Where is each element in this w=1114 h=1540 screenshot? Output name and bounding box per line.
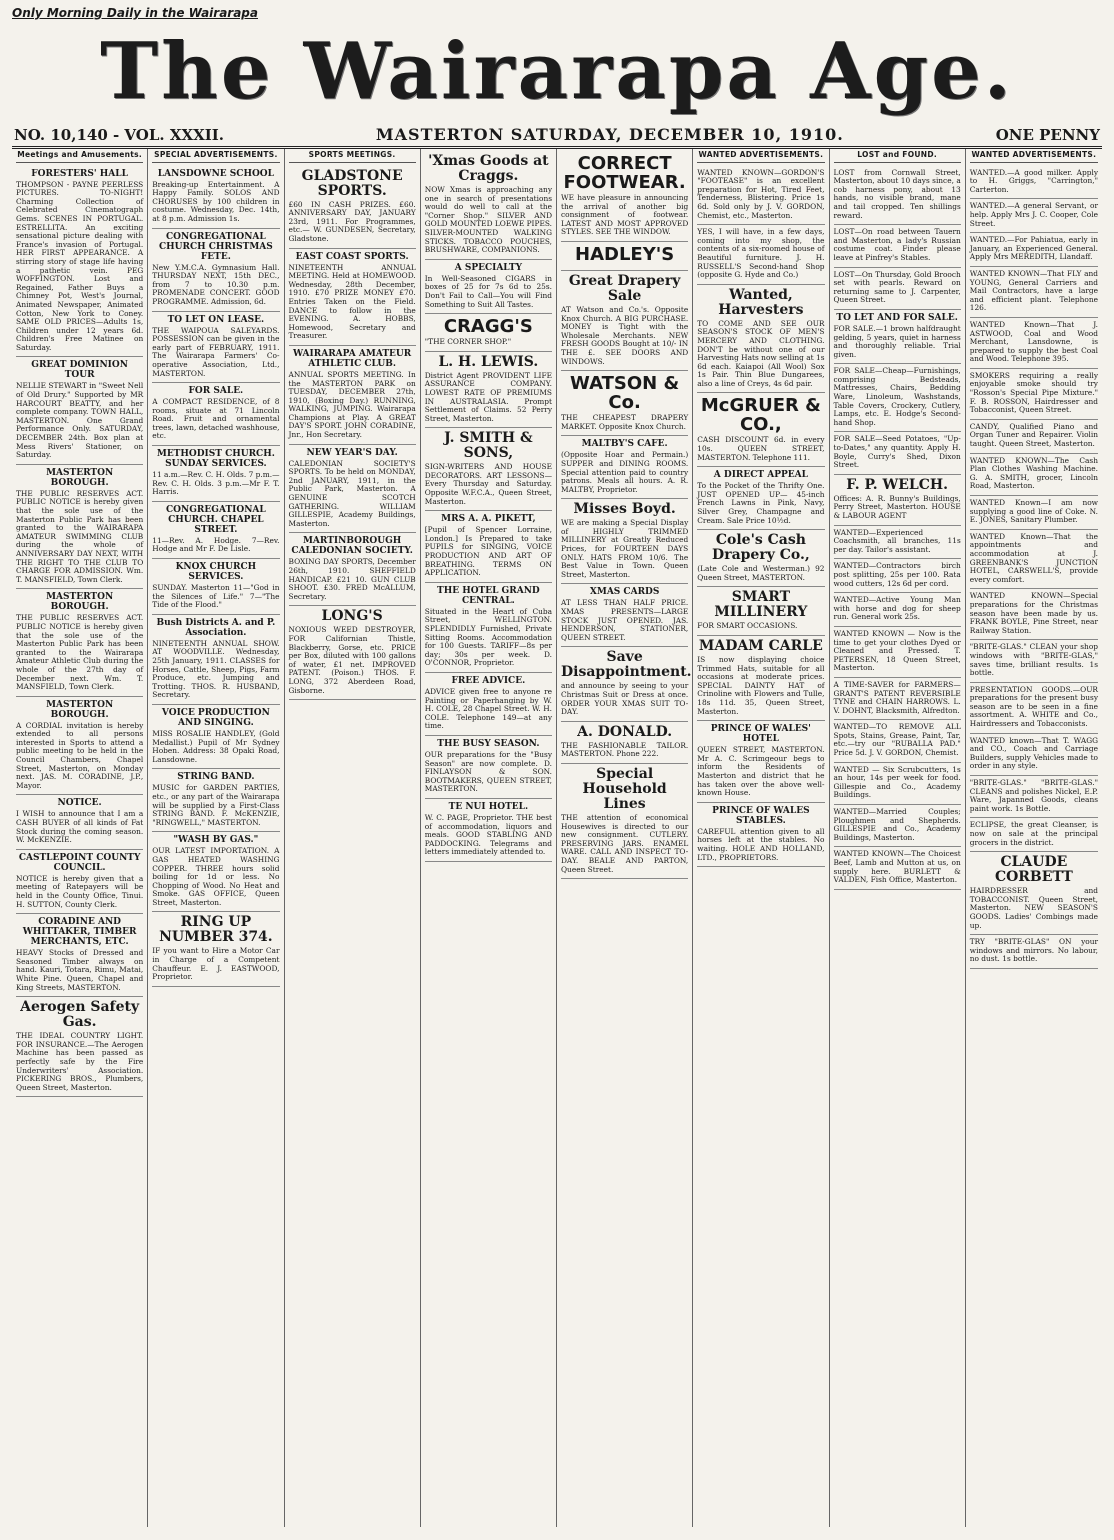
- ad-headline: EAST COAST SPORTS.: [295, 251, 409, 262]
- ad-body: To the Pocket of the Thrifty One. JUST OPENED UP— 45-inch French Lawns in Pink, Navy, Silver Grey, Champagne and Cream. Sale Price 10½d.: [697, 481, 825, 525]
- advertisement: [16, 589, 143, 696]
- ad-headline: WAIRARAPA AMATEUR ATHLETIC CLUB.: [293, 348, 412, 369]
- ad-headline: "WASH BY GAS.": [173, 835, 259, 846]
- advertisement: [16, 465, 143, 590]
- ad-headline: METHODIST CHURCH. SUNDAY SERVICES.: [156, 449, 275, 470]
- ad-body: SIGN-WRITERS AND HOUSE DECORATORS. ART LESSONS—Every Thursday and Saturday. Opposite W.F.C.A., Queen Street, Masterton.: [424, 462, 552, 506]
- ad-body: £60 IN CASH PRIZES. £60. ANNIVERSARY DAY, JANUARY 23rd, 1911. For Programmes, etc.— W. GUNDESEN, Secretary, Gladstone.: [288, 199, 416, 243]
- tagline: Only Morning Daily in the Wairarapa: [12, 6, 258, 20]
- ad-headline: GREAT DOMINION TOUR: [31, 360, 128, 381]
- ad-body: THOMPSON - PAYNE PEERLESS PICTURES. TO-NIGHT! Charming Collection of Celebrated Cinematograph Gems. SCENES IN PORTUGAL. ESTRELLITA. An exciting sensational picture dealing with France's invasion of Portugal. HER FIRST APPEARANCE. A stirring story of stage life having a pathetic vein. PEG WOFFINGTON. Lost and Regained, Father Buys a Chimney Pot, West's Journal, Animated Newspaper, Animated Cotton, New York to Coney. SAME OLD PRICES—Adults 1s, Children under 12 years 6d. Children's Free Matinee on Saturday.: [16, 179, 144, 352]
- ad-headline: MRS A. A. PIKETT,: [441, 514, 536, 525]
- ad-headline: GLADSTONE SPORTS.: [301, 167, 403, 199]
- advertisement: [16, 795, 143, 849]
- ad-body: ANNUAL SPORTS MEETING. In the MASTERTON PARK on TUESDAY, DECEMBER 27th, 1910, (Boxing Day.) RUNNING, WALKING, JUMPING. Wairarapa Champions at Play. A GREAT DAY'S SPORT. JOHN CORADINE, Jnr., Hon Secretary.: [288, 369, 416, 440]
- ad-headline: Wanted, Harvesters: [718, 286, 804, 318]
- ad-headline: SMART MILLINERY: [714, 589, 808, 621]
- advertisement: [834, 268, 961, 310]
- ad-headline: MASTERTON BOROUGH.: [46, 699, 114, 720]
- ad-body: QUEEN STREET, MASTERTON. Mr A. C. Scrimgeour begs to inform the Residents of Masterton and district that he has taken over the above well-known House.: [697, 745, 825, 798]
- ad-headline: THE BUSY SEASON.: [437, 738, 540, 749]
- advertisement: [697, 721, 824, 803]
- ad-body: WANTED KNOWN—GORDON'S "FOOTEASE" is an excellent preparation for Hot, Tired Feet, Tenderness, Blistering. Price 1s 6d. Sold only by J. V. GORDON, Chemist, etc., Masterton.: [697, 167, 825, 220]
- ad-headline: CORRECT FOOTWEAR.: [563, 153, 686, 193]
- ad-headline: A SPECIALTY: [454, 262, 523, 273]
- advertisement: [970, 369, 1098, 420]
- advertisement: [16, 166, 143, 358]
- advertisement: [561, 647, 692, 721]
- ad-body: FOR SMART OCCASIONS.: [697, 621, 798, 631]
- advertisement: [289, 606, 416, 700]
- column-1: [12, 149, 148, 1527]
- advertisement: [697, 467, 824, 530]
- ad-body: and announce by seeing to your Christmas Suit or Dress at once. ORDER YOUR XMAS SUIT TO-DAY.: [561, 681, 689, 717]
- advertisement: [289, 445, 416, 534]
- advertisement: [697, 636, 824, 721]
- ad-body: OUR preparations for the "Busy Season" are now complete. D. FINLAYSON & SON. BOOTMAKERS, QUEEN STREET, MASTERTON.: [424, 749, 552, 794]
- ad-body: CAREFUL attention given to all horses left at the stables. No waiting. HOLE AND HOLLAND, LTD., PROPRIETORS.: [697, 826, 825, 862]
- advertisement: [970, 776, 1098, 818]
- ad-body: WANTED—Active Young Man with horse and dog for sheep run. General work 25s.: [833, 595, 961, 622]
- ad-body: (Late Cole and Westerman.) 92 Queen Street, MASTERTON.: [697, 564, 825, 582]
- ad-body: WANTED KNOWN — Now is the time to get your clothes Dyed or Cleaned and Pressed. T. PETERSEN, 18 Queen Street, Masterton.: [833, 628, 961, 673]
- ad-headline: LONG'S: [321, 608, 383, 625]
- ad-headline: FREE ADVICE.: [451, 675, 526, 686]
- ad-body: THE CHEAPEST DRAPERY MARKET. Opposite Knox Church.: [561, 413, 689, 431]
- ad-body: Breaking-up Entertainment. A Happy Family. SOLOS AND CHORUSES by 100 children in costume. Wednesday, Dec. 14th, at 8 p.m. Admission 1s.: [152, 179, 280, 223]
- ad-body: WANTED KNOWN—The Choicest Beef, Lamb and Mutton at us, on supply here. BURLETT & VALDEN, Fish Office, Masterton.: [833, 849, 961, 885]
- ad-body: TO COME AND SEE OUR SEASON'S STOCK OF MEN'S MERCERY AND CLOTHING. DON'T be without one of our Harvesting Hats now selling at 1s 6d each. Kaiapoi (All Wool) Sox 1s Pair. Thin Blue Dungarees, also a line of Creys, 4s 6d pair.: [697, 318, 825, 388]
- ad-body: NINETEENTH ANNUAL MEETING. Held at HOMEWOOD. Wednesday, 28th December, 1910. £70 PRIZE MONEY £70. Entries Taken on the Field. DANCE to follow in the EVENING. A. HOBBS, Homewood, Secretary and Treasurer.: [288, 262, 416, 341]
- ad-body: "BRITE-GLAS." "BRITE-GLAS." CLEANS and polishes Nickel, E.P. Ware, Japanned Goods, cleans paint work. 1s Bottle.: [969, 778, 1098, 813]
- ad-headline: TO LET AND FOR SALE.: [836, 312, 958, 323]
- advertisement: [970, 589, 1098, 640]
- advertisement: [834, 763, 961, 805]
- ad-body: NINETEENTH ANNUAL SHOW. AT WOODVILLE. Wednesday, 25th January, 1911. CLASSES for Horses, Cattle, Sheep, Pigs, Farm Produce, etc. Jumping and Trotting. THOS. R. HUSBAND, Secretary.: [152, 638, 280, 700]
- advertisement: [152, 912, 279, 986]
- advertisement: [561, 722, 688, 764]
- ad-body: LOST from Cornwall Street, Masterton, about 10 days since, a cob harness pony, about 13 hands, no visible brand, mane and tail cropped. Ten shillings reward.: [833, 167, 961, 220]
- advertisement: [289, 166, 416, 249]
- advertisement: [697, 803, 824, 867]
- ad-headline: VOICE PRODUCTION AND SINGING.: [161, 707, 270, 728]
- advertisement: [16, 357, 143, 464]
- advertisement: [152, 383, 279, 446]
- ad-body: AT Watson and Co.'s. Opposite Knox Church. A BIG PURCHASE. MONEY is Tight with the Wholesale Merchants. NEW FRESH GOODS Bought at 10/- IN THE £. SEE DOORS AND WINDOWS.: [561, 304, 689, 366]
- ad-headline: PRINCE OF WALES' HOTEL: [710, 724, 811, 745]
- ad-headline: Cole's Cash Drapery Co.,: [712, 532, 810, 564]
- ad-headline: CRAGG'S: [443, 316, 533, 338]
- advertisement: [16, 850, 143, 914]
- ad-body: TRY "BRITE-GLAS" ON your windows and mirrors. No labour, no dust. 1s bottle.: [969, 937, 1098, 964]
- advertisement: [425, 260, 552, 314]
- advertisement: [16, 997, 143, 1097]
- column-heading: WANTED ADVERTISEMENTS.: [697, 151, 824, 163]
- ad-headline: FOR SALE.: [188, 386, 244, 397]
- ad-body: YES, I will have, in a few days, coming into my shop, the contents of a six-roomed house of Beautiful furniture. J. H. RUSSELL'S Second-hand Shop (opposite G. Hyde and Co.): [697, 227, 825, 280]
- advertisement: [561, 499, 688, 584]
- advertisement: [425, 314, 552, 352]
- advertisement: [834, 627, 961, 678]
- ad-body: A COMPACT RESIDENCE, of 8 rooms, situate at 71 Lincoln Road. Fruit and ornamental trees, lawn, detached washhouse, etc.: [152, 397, 280, 441]
- advertisement: [970, 734, 1098, 776]
- dateline: MASTERTON SATURDAY, DECEMBER 10, 1910.: [375, 125, 844, 144]
- advertisement: [425, 428, 552, 511]
- column-2: [148, 149, 284, 1527]
- ad-headline: THE HOTEL GRAND CENTRAL.: [437, 585, 540, 606]
- advertisement: [834, 364, 961, 432]
- advertisement: [970, 683, 1098, 734]
- ad-body: Situated in the Heart of Cuba Street, WELLINGTON. SPLENDIDLY Furnished, Private Sitting Rooms. Accommodation for 100 Guests. TARIFF—8s per day; 30s per week. D. O'CONNOR, Proprietor.: [424, 606, 552, 668]
- ad-headline: Special Household Lines: [582, 765, 667, 812]
- ad-headline: MADAM CARLE: [698, 638, 823, 654]
- ad-headline: Great Drapery Sale: [568, 272, 681, 304]
- ad-body: LOST—On Thursday, Gold Brooch set with pearls. Reward on returning same to J. Carpenter, Queen Street.: [833, 269, 961, 305]
- ad-body: A TIME-SAVER for FARMERS—GRANT'S PATENT REVERSIBLE TYNE and CHAIN HARROWS. L. V. DOHNT, Blacksmith, Alfredton.: [833, 679, 961, 715]
- ad-headline: NEW YEAR'S DAY.: [306, 447, 398, 458]
- advertisement: [834, 678, 961, 720]
- advertisement: [425, 799, 552, 862]
- ad-body: WANTED.—A general Servant, or help. Apply Mrs J. C. Cooper, Cole Street.: [969, 201, 1098, 228]
- ad-headline: Aerogen Safety Gas.: [20, 999, 140, 1031]
- ad-headline: STRING BAND.: [177, 772, 255, 783]
- ad-body: [Pupil of Spencer Lorraine, London.] Is Prepared to take PUPILS for SINGING, VOICE PRODUCTION AND ART OF BREATHING. TERMS ON APPLICATION.: [424, 525, 552, 578]
- advertisement: [289, 533, 416, 606]
- ad-body: PRESENTATION GOODS.—OUR preparations for the present busy season are to be seen in a fine assortment. A. WHITE and Co., Hairdressers and Tobacconists.: [969, 684, 1098, 729]
- ad-body: AT LESS THAN HALF PRICE. XMAS PRESENTS—LARGE STOCK JUST OPENED. JAS. HENDERSON, STATIONER, QUEEN STREET.: [561, 598, 689, 642]
- advertisement: [425, 511, 552, 583]
- column-heading: SPORTS MEETINGS.: [289, 151, 416, 163]
- advertisement: [834, 166, 961, 226]
- ad-body: WANTED KNOWN—Special preparations for the Christmas season have been made by us. FRANK BOYLE, Pine Street, near Railway Station.: [969, 591, 1098, 635]
- advertisement: [425, 151, 552, 260]
- ad-body: CANDY, Qualified Piano and Organ Tuner and Repairer. Violin taught. Queen Street, Masterton.: [969, 421, 1098, 449]
- ad-headline: CONGREGATIONAL CHURCH CHRISTMAS FETE.: [158, 231, 273, 262]
- ad-headline: XMAS CARDS: [589, 587, 660, 598]
- ad-body: (Opposite Hoar and Permain.) SUPPER and DINING ROOMS. Special attention paid to country patrons. Meals all hours. A. R. MALTBY, Proprietor.: [561, 450, 689, 494]
- advertisement: [834, 720, 961, 762]
- ad-body: WANTED Known—That the appointments and accommodation at J. GREENBANK'S JUNCTION HOTEL, CARSWELL'S, provide every comfort.: [969, 531, 1098, 584]
- ad-body: WANTED — Six Scrubcutters, 1s an hour, 14s per week for food. Gillespie and Co., Academy Buildings.: [833, 764, 961, 800]
- ad-headline: Misses Boyd.: [573, 501, 676, 518]
- column-8: [966, 149, 1102, 1527]
- advertisement: [834, 805, 961, 847]
- ad-headline: CORADINE AND WHITTAKER, TIMBER MERCHANTS, ETC.: [22, 917, 137, 948]
- ad-body: NOW Xmas is approaching any one in search of presentations would do well to call at the "Corner Shop." SILVER AND GOLD MOUNTED LOEWE PIPES. SILVER-MOUNTED WALKING STICKS. TOBACCO POUCHES, BRUSHWARE, COMPANIONS.: [424, 185, 552, 255]
- ad-body: OUR LATEST IMPORTATION. A GAS HEATED WASHING COPPER. THREE hours solid boiling for 1d or less. No Chopping of Wood. No Heat and Smoke. GAS OFFICE, Queen Street, Masterton.: [152, 846, 280, 907]
- ad-body: WANTED—Experienced Coachsmith, all branches, 11s per day. Tailor's assistant.: [833, 527, 961, 554]
- advertisement: [561, 242, 688, 271]
- ad-headline: CLAUDE CORBETT: [994, 854, 1073, 886]
- advertisement: [16, 697, 143, 796]
- ad-headline: TE NUI HOTEL.: [448, 801, 529, 812]
- ad-body: ADVICE given free to anyone re Painting or Paperhanging by W. H. COLE, 28 Chapel Street. W. H. COLE. Telephone 149—at any time.: [424, 686, 552, 731]
- column-heading: LOST and FOUND.: [834, 151, 961, 163]
- ad-headline: A. DONALD.: [577, 723, 673, 740]
- ad-body: CASH DISCOUNT 6d. in every 10s. QUEEN STREET, MASTERTON. Telephone 111.: [697, 435, 825, 462]
- advertisement: [834, 225, 961, 267]
- ad-body: WANTED—TO REMOVE ALL Spots, Stains, Grease, Paint, Tar, etc.—try our "RUBALLA PAD." Price 5d. J. V. GORDON, Chemist.: [833, 722, 961, 758]
- ad-body: District Agent PROVIDENT LIFE ASSURANCE COMPANY. LOWEST RATE OF PREMIUMS IN AUSTRALASIA. Prompt Settlement of Claims. 52 Perry Street, Masterton.: [424, 370, 552, 423]
- ad-body: I WISH to announce that I am a CASH BUYER of all kinds of Fat Stock during the coming season. W. McKENZIE.: [16, 809, 144, 845]
- ad-body: NOTICE is hereby given that a meeting of Ratepayers will be held in the County Office, Tinui. H. SUTTON, County Clerk.: [16, 873, 144, 909]
- advertisement: [970, 166, 1098, 200]
- advertisement: [561, 436, 688, 499]
- advertisement: [152, 615, 279, 705]
- advertisement: [697, 225, 824, 285]
- column-3: [285, 149, 421, 1527]
- ad-body: THE PUBLIC RESERVES ACT. PUBLIC NOTICE is hereby given that the sole use of the Masterton Public Park has been granted to the WAIRARAPA AMATEUR SWIMMING CLUB during the whole of ANNIVERSARY DAY NEXT, WITH THE RIGHT TO THE CLUB TO CHARGE FOR ADMISSION. Wm. T. MANSFIELD, Town Clerk.: [16, 488, 144, 584]
- advertisement: [425, 583, 552, 673]
- ad-body: HAIRDRESSER and TOBACCONIST. Queen Street, Masterton. NEW SEASON'S GOODS. Ladies' Combings made up.: [969, 886, 1098, 930]
- ad-body: THE FASHIONABLE TAILOR. MASTERTON. Phone 222.: [561, 740, 689, 759]
- ad-body: WANTED—Married Couples; Ploughmen and Shepherds. GILLESPIE and Co., Academy Buildings, Masterton.: [833, 807, 961, 842]
- masthead-title: The Wairarapa Age.: [100, 26, 1014, 117]
- ad-headline: F. P. WELCH.: [846, 476, 948, 493]
- ad-headline: TO LET ON LEASE.: [167, 314, 265, 325]
- ad-headline: KNOX CHURCH SERVICES.: [175, 562, 257, 583]
- advertisement: [970, 318, 1098, 369]
- advertisement: [970, 267, 1098, 318]
- advertisement: [970, 640, 1098, 682]
- ad-body: WE have pleasure in announcing the arrival of another big consignment of footwear. LATEST AND MOST APPROVED STYLES. SEE THE WINDOW.: [561, 193, 689, 237]
- column-7: [830, 149, 966, 1527]
- ad-body: WANTED—Contractors birch post splitting, 25s per 100. Rata wood cutters, 12s 6d per cord.: [833, 561, 961, 588]
- ad-body: SMOKERS requiring a really enjoyable smoke should try "Rosson's Special Pipe Mixture." F. B. ROSSON, Hairdresser and Tobacconist, Queen Street.: [969, 370, 1098, 415]
- ad-body: WANTED known—That T. WAGG and CO., Coach and Carriage Builders, supply Vehicles made to order in any style.: [969, 735, 1098, 771]
- ad-body: THE PUBLIC RESERVES ACT. PUBLIC NOTICE is hereby given that the sole use of the Masterton Public Park has been granted to the Wairarapa Amateur Athletic Club during the whole of the 27th day of December next. Wm. T. MANSFIELD, Town Clerk.: [16, 613, 144, 692]
- ad-headline: MASTERTON BOROUGH.: [46, 592, 114, 613]
- ad-body: 11—Rev. A. Hodge. 7—Rev. Hodge and Mr F. De Lisle.: [152, 535, 280, 554]
- advertisement: [834, 593, 961, 627]
- ad-headline: MASTERTON BOROUGH.: [46, 467, 114, 488]
- column-heading: SPECIAL ADVERTISEMENTS.: [152, 151, 279, 163]
- ad-body: WANTED KNOWN—The Cash Plan Clothes Washing Machine. G. A. SMITH, grocer, Lincoln Road, Masterton.: [969, 455, 1098, 491]
- ad-body: THE IDEAL COUNTRY LIGHT. FOR INSURANCE.—The Aerogen Machine has been passed as perfectly safe by the Fire Underwriters' Association. PICKERING BROS., Plumbers, Queen Street, Masterton.: [16, 1031, 144, 1092]
- ad-body: THE attention of economical Housewives is directed to our new consignment. CUTLERY. PRESERVING JARS. ENAMEL WARE. CALL AND INSPECT TO-DAY. BEALE AND PARTON, Queen Street.: [561, 812, 689, 874]
- advertisement: [152, 832, 279, 912]
- issue-number: NO. 10,140 - VOL. XXXII.: [14, 126, 225, 144]
- advertisement: [970, 818, 1098, 852]
- ad-body: ECLIPSE, the great Cleanser, is now on sale at the principal grocers in the district.: [969, 820, 1098, 847]
- advertisement: [561, 371, 688, 436]
- ad-headline: RING UP NUMBER 374.: [159, 914, 273, 946]
- advertisement: [152, 559, 279, 615]
- advertisement: [561, 271, 688, 371]
- column-5: [557, 149, 693, 1527]
- advertisement: [970, 233, 1098, 267]
- advertisement: [152, 705, 279, 769]
- ad-body: THE WAIPOUA SALEYARDS. POSSESSION can be given in the early part of FEBRUARY, 1911. The Wairarapa Farmers' Co-operative Association, Ltd., MASTERTON.: [152, 325, 280, 378]
- ad-body: BOXING DAY SPORTS, December 26th, 1910. SHEFFIELD HANDICAP. £21 10. GUN CLUB SHOOT. £30. FRED McALLUM, Secretary.: [288, 557, 416, 601]
- advertisement: [152, 769, 279, 832]
- advertisement: [561, 584, 688, 647]
- ad-headline: WATSON & Co.: [570, 373, 680, 414]
- ad-body: FOR SALE.—1 brown halfdraught gelding, 5 years, quiet in harness and thoroughly reliable. Trial given.: [833, 323, 961, 359]
- ad-body: FOR SALE—Seed Potatoes, "Up-to-Dates," any quantity. Apply H. Boyle, Curry's Shed, Dixon Street.: [833, 434, 961, 470]
- advertisement: [561, 151, 688, 242]
- column-4: [421, 149, 557, 1527]
- ad-body: MUSIC for GARDEN PARTIES, etc., or any part of the Wairarapa will be supplied by a First-Class STRING BAND. F. McKENZIE, "RINGWELL," MASTERTON.: [152, 783, 280, 827]
- ad-headline: FORESTERS' HALL: [31, 168, 128, 179]
- ad-headline: L. H. LEWIS.: [438, 353, 539, 370]
- ad-headline: Bush Districts A. and P. Association.: [156, 617, 276, 638]
- ad-body: WANTED KNOWN—That FLY and YOUNG, General Carriers and Mail Contractors, have a large and efficient plant. Telephone 126.: [969, 268, 1098, 313]
- ad-headline: McGRUER & CO.,: [700, 395, 821, 436]
- advertisement: [697, 285, 824, 394]
- advertisement: [834, 847, 961, 889]
- advertisement: [970, 496, 1098, 530]
- ad-body: HEAVY Stocks of Dressed and Seasoned Timber always on hand. Kauri, Totara, Rimu, Matai, White Pine. Queen, Chapel and King Streets, MASTERTON.: [16, 948, 144, 992]
- ad-body: WANTED.—A good milker. Apply to H. Griggs, "Carrington," Carterton.: [969, 167, 1098, 194]
- ad-body: In Well-Seasoned CIGARS in boxes of 25 for 7s 6d to 25s. Don't Fail to Call—You will Find Something to Suit All Tastes.: [424, 273, 552, 309]
- ad-body: SUNDAY. Masterton 11—"God in the Silences of Life." 7—"The Tide of the Flood.": [152, 583, 280, 610]
- advertisement: [970, 199, 1098, 233]
- advertisement: [152, 229, 279, 312]
- dateline-bar: [12, 120, 1102, 149]
- ad-headline: CASTLEPOINT COUNTY COUNCIL.: [18, 852, 141, 873]
- advertisement: [697, 530, 824, 587]
- column-heading: Meetings and Amusements.: [16, 151, 143, 163]
- ad-body: CALEDONIAN SOCIETY'S SPORTS. To be held on MONDAY, 2nd JANUARY, 1911, in the Public Park, Masterton. A GENUINE SCOTCH GATHERING. WILLIAM GILLESPIE, Academy Buildings, Masterton.: [288, 458, 416, 528]
- column-6: [693, 149, 829, 1527]
- ad-body: WANTED.—For Pahiatua, early in January, an Experienced General. Apply Mrs MEREDITH, Llandaff.: [969, 235, 1098, 262]
- ad-body: FOR SALE—Cheap—Furnishings, comprising Bedsteads, Mattresses, Chairs, Bedding Ware, Linoleum, Washstands, Table Covers, Crockery, Cutlery, Lamps, etc. E. Hodge's Second-hand Shop.: [833, 366, 961, 427]
- ad-body: A CORDIAL invitation is hereby extended to all persons interested in Sports to attend a public meeting to be held in the Council Chambers, Chapel Street, Masterton, on Monday next. JAS. M. CORADINE, J.P., Mayor.: [16, 720, 144, 790]
- ad-headline: LANSDOWNE SCHOOL: [157, 168, 274, 179]
- advertisement: [425, 736, 552, 799]
- advertisement: [425, 352, 552, 429]
- advertisement: [834, 475, 961, 526]
- advertisement: [970, 454, 1098, 496]
- advertisement: [152, 502, 279, 559]
- advertisement: [697, 166, 824, 226]
- advertisement: [970, 420, 1098, 454]
- advertisement: [834, 526, 961, 560]
- advertisement: [697, 587, 824, 636]
- ad-body: "BRITE-GLAS." CLEAN your shop windows with "BRITE-GLAS," saves time, brilliant results. 1s bottle.: [969, 642, 1098, 678]
- column-heading: WANTED ADVERTISEMENTS.: [970, 151, 1098, 163]
- ad-body: WANTED Known—That J. ASTWOOD, Coal and Wood Merchant, Lansdowne, is prepared to supply the best Coal and Wood. Telephone 395.: [969, 319, 1098, 364]
- ad-headline: MARTINBOROUGH CALEDONIAN SOCIETY.: [291, 536, 413, 557]
- ad-body: WE are making a Special Display of HIGHLY TRIMMED MILLINERY at Greatly Reduced Prices, for FOURTEEN DAYS ONLY. HATS FROM 10/6. The Best Value in Town. Queen Street, Masterton.: [561, 518, 689, 579]
- advertisement: [834, 559, 961, 593]
- advertisement: [152, 446, 279, 502]
- advertisement: [970, 852, 1098, 935]
- ad-body: IF you want to Hire a Motor Car in Charge of a Competent Chauffeur. E. J. EASTWOOD, Proprietor.: [152, 946, 280, 982]
- ad-headline: Save Disappointment.: [561, 649, 692, 681]
- ad-headline: 'Xmas Goods at Craggs.: [428, 153, 549, 184]
- advertisement: [970, 935, 1098, 969]
- advertisement: [970, 530, 1098, 590]
- advertisement: [289, 346, 416, 445]
- advertisement: [834, 310, 961, 364]
- columns: [12, 149, 1102, 1527]
- advertisement: [834, 432, 961, 474]
- advertisement: [697, 393, 824, 467]
- ad-headline: PRINCE OF WALES STABLES.: [712, 805, 810, 826]
- ad-body: LOST—On road between Tauern and Masterton, a lady's Russian costume coat. Finder please leave at Pinfrey's Stables.: [833, 227, 961, 262]
- ad-body: IS now displaying choice Trimmed Hats, suitable for all occasions at moderate prices. SPECIAL DAINTY HAT of Crinoline with Flowers and Tulle, 18s 11d. 35, Queen Street, Masterton.: [697, 655, 825, 716]
- ad-body: 11 a.m.—Rev. C. H. Olds. 7 p.m.—Rev. C. H. Olds. 3 p.m.—Mr F. T. Harris.: [152, 470, 280, 497]
- ad-headline: MALTBY'S CAFE.: [581, 439, 668, 450]
- ad-body: W. C. PAGE, Proprietor. THE best of accommodation, liquors and meals. GOOD STABLING AND PADDOCKING. Telegrams and letters immediately attended to.: [424, 812, 552, 857]
- advertisement: [561, 764, 688, 879]
- ad-body: NELLIE STEWART in "Sweet Nell of Old Drury." Supported by MR HARCOURT BEATTY, and her complete company. TOWN HALL, MASTERTON. One Grand Performance Only. SATURDAY, DECEMBER 24th. Box plan at Mess Rivers' Stationer, on Saturday.: [16, 381, 144, 460]
- advertisement: [16, 914, 143, 997]
- ad-body: WANTED Known—I am now supplying a good line of Coke. N. E. JONES, Sanitary Plumber.: [969, 498, 1098, 525]
- ad-body: NOXIOUS WEED DESTROYER, FOR Californian Thistle, Blackberry, Gorse, etc. PRICE per Box, diluted with 100 gallons of water, £1 net. IMPROVED PATENT. (Poison.) THOS. F. LONG, 372 Aberdeen Road, Gisborne.: [288, 625, 416, 695]
- ad-body: Offices: A. R. Bunny's Buildings, Perry Street, Masterton. HOUSE & LABOUR AGENT: [833, 493, 961, 520]
- price: ONE PENNY: [995, 126, 1100, 144]
- ad-headline: NOTICE.: [57, 798, 102, 809]
- ad-body: New Y.M.C.A. Gymnasium Hall. THURSDAY NEXT, 15th DEC., from 7 to 10.30 p.m. PROMENADE CONCERT. GOOD PROGRAMME. Admission, 6d.: [152, 262, 280, 306]
- ad-body: MISS ROSALIE HANDLEY, (Gold Medallist.) Pupil of Mr Sydney Hoben. Address: 38 Opaki Road, Lansdowne.: [152, 728, 280, 764]
- ad-headline: CONGREGATIONAL CHURCH. CHAPEL STREET.: [166, 504, 266, 535]
- advertisement: [152, 166, 279, 229]
- ad-headline: HADLEY'S: [575, 243, 675, 265]
- ad-headline: J. SMITH & SONS,: [444, 430, 533, 462]
- advertisement: [425, 673, 552, 736]
- advertisement: [289, 249, 416, 346]
- advertisement: [152, 312, 279, 384]
- ad-headline: A DIRECT APPEAL: [713, 470, 808, 481]
- ad-body: "THE CORNER SHOP.": [424, 337, 512, 347]
